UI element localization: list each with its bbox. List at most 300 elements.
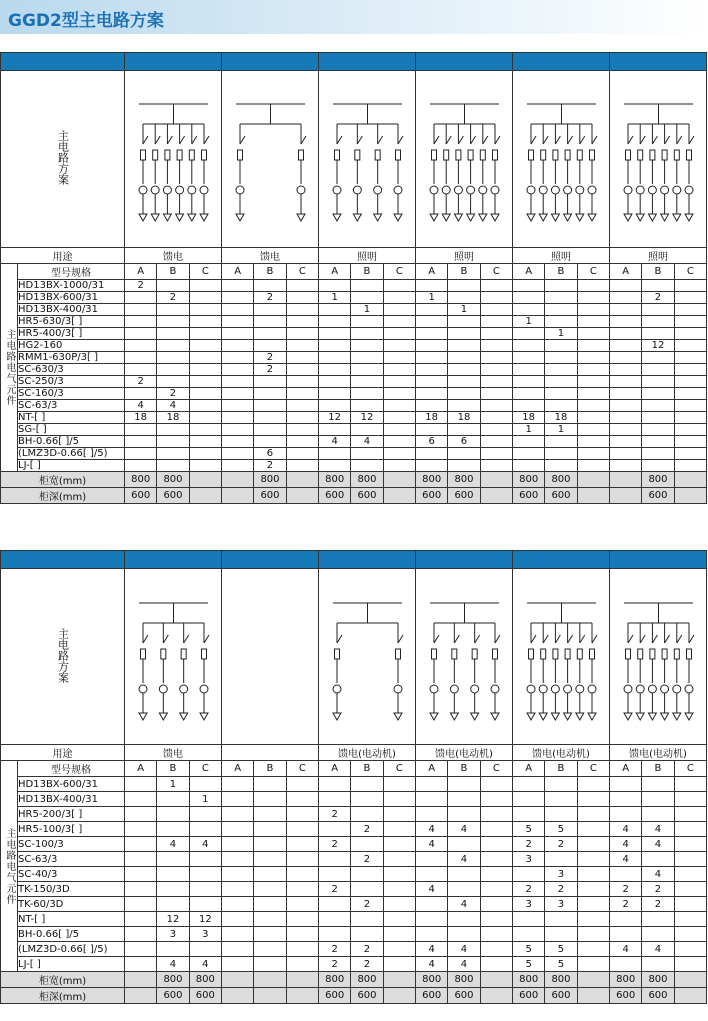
component-qty xyxy=(254,400,286,412)
component-qty xyxy=(448,280,480,292)
cabinet-depth-label: 柜深(mm) xyxy=(1,988,125,1004)
component-qty: 2 xyxy=(513,837,545,852)
component-qty: 4 xyxy=(448,852,480,867)
cabinet-width-label: 柜宽(mm) xyxy=(1,472,125,488)
component-qty xyxy=(448,424,480,436)
component-qty xyxy=(416,340,448,352)
variant-c: C xyxy=(189,264,221,280)
variant-c: C xyxy=(286,264,318,280)
component-qty xyxy=(448,376,480,388)
component-qty xyxy=(286,912,318,927)
component-qty xyxy=(254,927,286,942)
component-qty xyxy=(513,400,545,412)
cabinet-width: 800 xyxy=(157,472,189,488)
component-qty xyxy=(222,340,254,352)
component-qty xyxy=(448,882,480,897)
component-qty xyxy=(513,280,545,292)
component-qty xyxy=(610,400,642,412)
component-qty xyxy=(319,448,351,460)
circuit-diagram xyxy=(610,569,707,745)
component-qty xyxy=(286,376,318,388)
component-qty xyxy=(448,792,480,807)
component-qty xyxy=(674,412,706,424)
component-qty xyxy=(351,316,383,328)
component-qty xyxy=(416,316,448,328)
component-qty xyxy=(383,448,415,460)
component-qty xyxy=(674,777,706,792)
cabinet-depth: 600 xyxy=(642,988,674,1004)
component-qty xyxy=(545,388,577,400)
component-qty: 4 xyxy=(189,957,221,972)
component-qty xyxy=(351,424,383,436)
component-qty xyxy=(448,316,480,328)
component-name: HR5-100/3[ ] xyxy=(18,822,125,837)
component-qty xyxy=(125,340,157,352)
component-qty xyxy=(416,304,448,316)
component-qty xyxy=(189,942,221,957)
cabinet-depth xyxy=(222,488,254,504)
component-qty xyxy=(610,352,642,364)
cabinet-width xyxy=(286,972,318,988)
component-qty xyxy=(480,280,512,292)
component-qty xyxy=(674,376,706,388)
component-qty xyxy=(125,292,157,304)
component-qty xyxy=(189,807,221,822)
component-qty xyxy=(189,448,221,460)
component-qty xyxy=(674,807,706,822)
component-qty xyxy=(351,777,383,792)
component-qty xyxy=(610,412,642,424)
component-qty xyxy=(189,852,221,867)
component-qty xyxy=(545,304,577,316)
variant-b: B xyxy=(448,761,480,777)
cabinet-width: 800 xyxy=(416,472,448,488)
component-qty xyxy=(480,292,512,304)
component-qty xyxy=(125,852,157,867)
component-qty: 4 xyxy=(642,837,674,852)
component-qty xyxy=(480,912,512,927)
component-qty xyxy=(222,328,254,340)
component-qty: 18 xyxy=(416,412,448,424)
component-name: SC-630/3 xyxy=(18,364,125,376)
component-qty xyxy=(610,460,642,472)
component-qty xyxy=(286,316,318,328)
component-qty xyxy=(480,897,512,912)
component-qty xyxy=(157,460,189,472)
component-qty xyxy=(513,436,545,448)
component-qty xyxy=(319,316,351,328)
component-qty xyxy=(157,304,189,316)
component-name: HD13BX-1000/31 xyxy=(18,280,125,292)
variant-c: C xyxy=(383,264,415,280)
variant-c: C xyxy=(674,761,706,777)
component-qty xyxy=(319,822,351,837)
component-qty xyxy=(351,807,383,822)
variant-a: A xyxy=(513,761,545,777)
component-qty: 5 xyxy=(513,822,545,837)
component-qty xyxy=(480,340,512,352)
component-qty xyxy=(610,912,642,927)
component-qty xyxy=(254,912,286,927)
component-qty xyxy=(513,927,545,942)
component-qty xyxy=(513,448,545,460)
component-qty xyxy=(480,304,512,316)
variant-b: B xyxy=(448,264,480,280)
scheme-table-0 xyxy=(0,52,707,504)
cabinet-width-label: 柜宽(mm) xyxy=(1,972,125,988)
component-qty: 4 xyxy=(416,882,448,897)
component-qty xyxy=(222,412,254,424)
component-qty xyxy=(189,822,221,837)
component-qty xyxy=(351,388,383,400)
component-name: NT-[ ] xyxy=(18,912,125,927)
component-qty xyxy=(545,460,577,472)
component-qty: 4 xyxy=(189,837,221,852)
component-qty xyxy=(577,424,609,436)
component-qty xyxy=(222,316,254,328)
cabinet-width: 800 xyxy=(157,972,189,988)
component-qty xyxy=(125,777,157,792)
component-qty xyxy=(125,837,157,852)
component-qty xyxy=(286,777,318,792)
component-qty xyxy=(416,388,448,400)
component-qty xyxy=(513,328,545,340)
component-qty xyxy=(189,376,221,388)
component-qty xyxy=(674,400,706,412)
component-qty: 1 xyxy=(157,777,189,792)
component-qty: 18 xyxy=(157,412,189,424)
variant-c: C xyxy=(480,264,512,280)
component-qty xyxy=(286,304,318,316)
component-name: SC-40/3 xyxy=(18,867,125,882)
component-qty xyxy=(610,777,642,792)
component-qty xyxy=(125,912,157,927)
component-qty xyxy=(480,807,512,822)
component-qty xyxy=(125,328,157,340)
cabinet-depth-label: 柜深(mm) xyxy=(1,488,125,504)
component-qty xyxy=(351,867,383,882)
cabinet-width xyxy=(254,972,286,988)
component-qty xyxy=(480,882,512,897)
component-qty xyxy=(513,376,545,388)
cabinet-width: 800 xyxy=(319,972,351,988)
component-qty xyxy=(254,957,286,972)
usage-value: 馈电(电动机) xyxy=(319,745,416,761)
cabinet-depth: 600 xyxy=(157,488,189,504)
component-qty: 4 xyxy=(448,822,480,837)
component-qty xyxy=(642,912,674,927)
title-bar xyxy=(0,0,708,34)
component-qty xyxy=(351,400,383,412)
cabinet-width xyxy=(577,472,609,488)
circuit-diagram xyxy=(125,71,222,248)
component-qty xyxy=(480,436,512,448)
variant-a: A xyxy=(319,761,351,777)
component-qty xyxy=(125,424,157,436)
scheme-number xyxy=(513,551,610,569)
component-qty xyxy=(189,304,221,316)
component-qty xyxy=(189,316,221,328)
component-qty xyxy=(286,340,318,352)
component-qty: 2 xyxy=(642,292,674,304)
component-qty xyxy=(254,412,286,424)
component-qty xyxy=(480,460,512,472)
component-qty: 2 xyxy=(545,837,577,852)
component-qty xyxy=(674,912,706,927)
component-qty: 2 xyxy=(642,897,674,912)
scheme-number xyxy=(610,53,707,71)
variant-a: A xyxy=(610,761,642,777)
component-qty xyxy=(222,777,254,792)
component-qty xyxy=(448,837,480,852)
cabinet-width: 800 xyxy=(513,972,545,988)
usage-value: 馈电 xyxy=(125,745,222,761)
component-qty xyxy=(448,388,480,400)
component-qty xyxy=(286,292,318,304)
component-qty xyxy=(319,352,351,364)
cabinet-depth xyxy=(189,488,221,504)
scheme-table-1 xyxy=(0,550,707,1004)
component-qty xyxy=(125,316,157,328)
component-qty xyxy=(513,292,545,304)
cabinet-width xyxy=(383,472,415,488)
component-qty: 2 xyxy=(125,376,157,388)
component-qty xyxy=(416,460,448,472)
component-qty xyxy=(254,837,286,852)
cabinet-width xyxy=(222,972,254,988)
component-qty xyxy=(642,927,674,942)
component-qty xyxy=(189,400,221,412)
component-qty xyxy=(610,376,642,388)
component-qty: 12 xyxy=(189,912,221,927)
component-qty xyxy=(254,316,286,328)
component-qty: 2 xyxy=(610,882,642,897)
component-qty xyxy=(416,424,448,436)
component-qty xyxy=(448,927,480,942)
component-qty xyxy=(513,460,545,472)
component-qty: 1 xyxy=(448,304,480,316)
component-qty: 6 xyxy=(254,448,286,460)
component-qty xyxy=(577,792,609,807)
component-qty xyxy=(383,957,415,972)
component-qty xyxy=(254,340,286,352)
component-qty: 1 xyxy=(319,292,351,304)
component-name: (LMZ3D-0.66[ ]/5) xyxy=(18,448,125,460)
component-qty xyxy=(642,424,674,436)
component-qty xyxy=(642,777,674,792)
component-qty xyxy=(545,912,577,927)
component-qty xyxy=(351,364,383,376)
component-qty xyxy=(674,292,706,304)
variant-a: A xyxy=(319,264,351,280)
component-qty xyxy=(545,292,577,304)
component-qty xyxy=(513,352,545,364)
component-qty xyxy=(222,897,254,912)
component-qty: 3 xyxy=(513,852,545,867)
cabinet-width: 800 xyxy=(545,972,577,988)
component-qty xyxy=(674,852,706,867)
usage-label: 用途 xyxy=(1,745,125,761)
component-qty xyxy=(125,304,157,316)
component-qty xyxy=(125,792,157,807)
component-qty: 2 xyxy=(157,292,189,304)
component-qty: 5 xyxy=(545,942,577,957)
component-qty xyxy=(642,792,674,807)
component-qty xyxy=(577,460,609,472)
component-qty xyxy=(222,867,254,882)
component-qty xyxy=(383,792,415,807)
component-qty xyxy=(416,792,448,807)
component-qty xyxy=(222,376,254,388)
cabinet-depth: 600 xyxy=(513,488,545,504)
component-qty: 2 xyxy=(351,957,383,972)
component-qty xyxy=(513,792,545,807)
component-qty xyxy=(480,822,512,837)
component-qty xyxy=(448,340,480,352)
cabinet-depth: 600 xyxy=(416,488,448,504)
variant-a: A xyxy=(416,761,448,777)
scheme-number xyxy=(222,551,319,569)
component-qty xyxy=(157,807,189,822)
component-qty xyxy=(416,400,448,412)
component-qty xyxy=(383,388,415,400)
scheme-number xyxy=(610,551,707,569)
component-name: SC-160/3 xyxy=(18,388,125,400)
component-qty xyxy=(222,304,254,316)
scheme-number xyxy=(319,551,416,569)
component-qty xyxy=(577,340,609,352)
cabinet-width: 800 xyxy=(642,972,674,988)
component-qty: 12 xyxy=(351,412,383,424)
component-qty xyxy=(351,328,383,340)
component-qty xyxy=(610,867,642,882)
component-qty: 5 xyxy=(513,957,545,972)
cabinet-depth xyxy=(480,488,512,504)
component-qty xyxy=(545,376,577,388)
component-qty xyxy=(286,882,318,897)
component-qty xyxy=(577,777,609,792)
component-qty xyxy=(480,328,512,340)
component-qty: 4 xyxy=(642,867,674,882)
component-qty xyxy=(319,852,351,867)
circuit-diagram xyxy=(416,569,513,745)
component-name: NT-[ ] xyxy=(18,412,125,424)
component-qty xyxy=(480,942,512,957)
component-name: HR5-400/3[ ] xyxy=(18,328,125,340)
component-qty xyxy=(513,912,545,927)
component-qty xyxy=(610,792,642,807)
component-qty xyxy=(577,942,609,957)
component-qty xyxy=(480,424,512,436)
component-qty xyxy=(222,837,254,852)
component-qty xyxy=(416,927,448,942)
component-qty xyxy=(480,364,512,376)
cabinet-depth: 600 xyxy=(125,488,157,504)
component-qty: 2 xyxy=(157,388,189,400)
component-qty xyxy=(189,882,221,897)
component-qty: 4 xyxy=(610,837,642,852)
component-qty xyxy=(610,927,642,942)
cabinet-width: 800 xyxy=(448,972,480,988)
component-qty: 4 xyxy=(157,957,189,972)
cabinet-width: 800 xyxy=(642,472,674,488)
component-qty xyxy=(674,867,706,882)
component-qty xyxy=(254,280,286,292)
component-qty xyxy=(642,448,674,460)
variant-b: B xyxy=(545,264,577,280)
component-name: HD13BX-600/31 xyxy=(18,292,125,304)
component-qty xyxy=(448,460,480,472)
component-qty xyxy=(157,822,189,837)
component-qty xyxy=(513,364,545,376)
component-qty xyxy=(448,867,480,882)
variant-c: C xyxy=(383,761,415,777)
component-qty xyxy=(577,352,609,364)
scheme-number-header xyxy=(1,53,125,71)
component-qty xyxy=(642,852,674,867)
variant-a: A xyxy=(610,264,642,280)
scheme-number xyxy=(513,53,610,71)
component-qty: 5 xyxy=(513,942,545,957)
component-qty xyxy=(642,316,674,328)
cabinet-width xyxy=(222,472,254,488)
cabinet-depth xyxy=(254,988,286,1004)
component-qty xyxy=(351,912,383,927)
component-name: HD13BX-600/31 xyxy=(18,777,125,792)
component-qty xyxy=(189,388,221,400)
component-qty xyxy=(157,852,189,867)
cabinet-depth xyxy=(674,488,706,504)
component-qty xyxy=(577,807,609,822)
component-qty: 6 xyxy=(416,436,448,448)
component-qty xyxy=(642,400,674,412)
component-qty xyxy=(189,777,221,792)
component-qty xyxy=(157,942,189,957)
component-qty xyxy=(383,822,415,837)
component-qty xyxy=(545,436,577,448)
component-qty xyxy=(642,412,674,424)
cabinet-depth: 600 xyxy=(416,988,448,1004)
component-qty xyxy=(577,316,609,328)
component-qty xyxy=(674,388,706,400)
component-qty xyxy=(254,424,286,436)
component-qty: 4 xyxy=(448,957,480,972)
component-qty: 12 xyxy=(319,412,351,424)
component-qty xyxy=(480,837,512,852)
component-qty xyxy=(577,376,609,388)
component-qty: 18 xyxy=(125,412,157,424)
component-qty: 1 xyxy=(513,316,545,328)
component-qty xyxy=(383,837,415,852)
component-qty: 4 xyxy=(642,822,674,837)
component-qty xyxy=(610,304,642,316)
page-title: GGD2型主电路方案 xyxy=(8,11,164,31)
component-qty xyxy=(480,792,512,807)
component-name: BH-0.66[ ]/5 xyxy=(18,927,125,942)
usage-value xyxy=(222,745,319,761)
cabinet-depth xyxy=(286,988,318,1004)
component-qty: 4 xyxy=(125,400,157,412)
component-qty: 2 xyxy=(254,292,286,304)
component-qty xyxy=(610,807,642,822)
circuit-diagram xyxy=(222,569,319,745)
component-qty xyxy=(383,852,415,867)
component-qty xyxy=(448,777,480,792)
component-qty xyxy=(416,852,448,867)
component-qty xyxy=(189,340,221,352)
circuit-diagram xyxy=(222,71,319,248)
component-qty xyxy=(545,927,577,942)
